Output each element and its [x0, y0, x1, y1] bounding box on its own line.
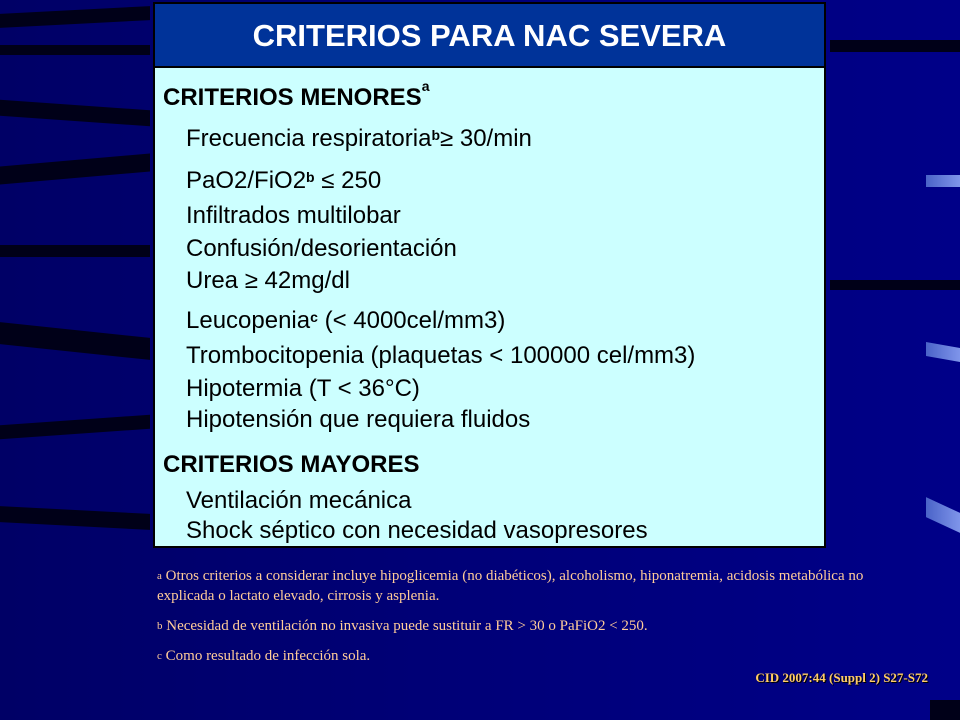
- criterion-text: Urea ≥ 42mg/dl: [186, 267, 350, 294]
- criterion-threshold: ≤ 250: [314, 167, 382, 194]
- footnote-text: Como resultado de infección sola.: [161, 648, 371, 664]
- criterion-text: Leucopenia: [186, 307, 311, 334]
- background-stripe: [0, 245, 150, 257]
- footnote-mark: b: [157, 620, 163, 632]
- major-criterion: [186, 486, 411, 516]
- major-criteria-heading: CRITERIOS MAYORES: [163, 451, 420, 478]
- criterion-text: Infiltrados multilobar: [186, 202, 401, 229]
- background-accent: [926, 175, 960, 187]
- minor-criterion: [186, 374, 420, 404]
- footnote-a: [157, 566, 877, 606]
- minor-criterion: [186, 405, 530, 435]
- minor-criterion: [186, 341, 695, 371]
- minor-criteria-heading-text: CRITERIOS MENORES: [163, 84, 422, 111]
- minor-criterion: [186, 166, 381, 196]
- footnote-text: Otros criterios a considerar incluye hipoglicemia (no diabéticos), alcoholismo, hiponatremia, acidosis metabólica no explicada o lactato elevado, cirrosis y asplenia.: [157, 568, 864, 604]
- citation: CID 2007:44 (Suppl 2) S27-S72: [755, 670, 928, 685]
- background-stripe: [0, 322, 150, 360]
- background-stripe: [0, 45, 150, 55]
- background-stripe: [0, 415, 150, 439]
- footnote-marker: b: [306, 169, 315, 185]
- footnotes: [157, 566, 877, 676]
- criterion-threshold: (< 4000cel/mm3): [317, 307, 506, 334]
- footnote-marker: c: [310, 309, 318, 325]
- slide-title: CRITERIOS PARA NAC SEVERA: [155, 4, 824, 68]
- background-stripe: [0, 100, 150, 126]
- footnote-mark: a: [157, 570, 162, 582]
- background-accent: [926, 497, 960, 533]
- minor-criterion: [186, 124, 532, 154]
- criterion-text: Confusión/desorientación: [186, 235, 457, 262]
- footnote-c: [157, 646, 877, 666]
- criteria-box: [153, 2, 826, 548]
- minor-criterion: [186, 306, 505, 336]
- criterion-text: Shock séptico con necesidad vasopresores: [186, 517, 648, 544]
- footnote-marker: b: [431, 127, 440, 143]
- criterion-threshold: ≥ 30/min: [440, 125, 532, 152]
- criterion-text: Frecuencia respiratoria: [186, 125, 432, 152]
- major-criterion: [186, 516, 648, 546]
- footnote-mark: c: [157, 650, 162, 662]
- background-accent: [926, 342, 960, 362]
- footnote-marker: a: [421, 78, 430, 94]
- background-stripe: [0, 153, 150, 184]
- footnote-b: [157, 616, 877, 636]
- minor-criterion: [186, 266, 350, 296]
- minor-criteria-heading: [163, 78, 430, 112]
- minor-criterion: [186, 234, 457, 264]
- background-stripe: [830, 280, 960, 290]
- background-stripe: [0, 506, 150, 530]
- background-stripe: [930, 700, 960, 720]
- criterion-text: PaO2/FiO2: [186, 167, 307, 194]
- footnote-text: Necesidad de ventilación no invasiva puede sustituir a FR > 30 o PaFiO2 < 250.: [162, 618, 648, 634]
- criterion-text: Ventilación mecánica: [186, 487, 412, 514]
- criterion-text: Trombocitopenia (plaquetas < 100000 cel/mm3): [186, 342, 696, 369]
- background-stripe: [830, 40, 960, 52]
- background-stripe: [0, 6, 150, 28]
- minor-criterion: [186, 201, 401, 231]
- criterion-text: Hipotensión que requiera fluidos: [186, 406, 531, 433]
- criterion-text: Hipotermia (T < 36°C): [186, 375, 420, 402]
